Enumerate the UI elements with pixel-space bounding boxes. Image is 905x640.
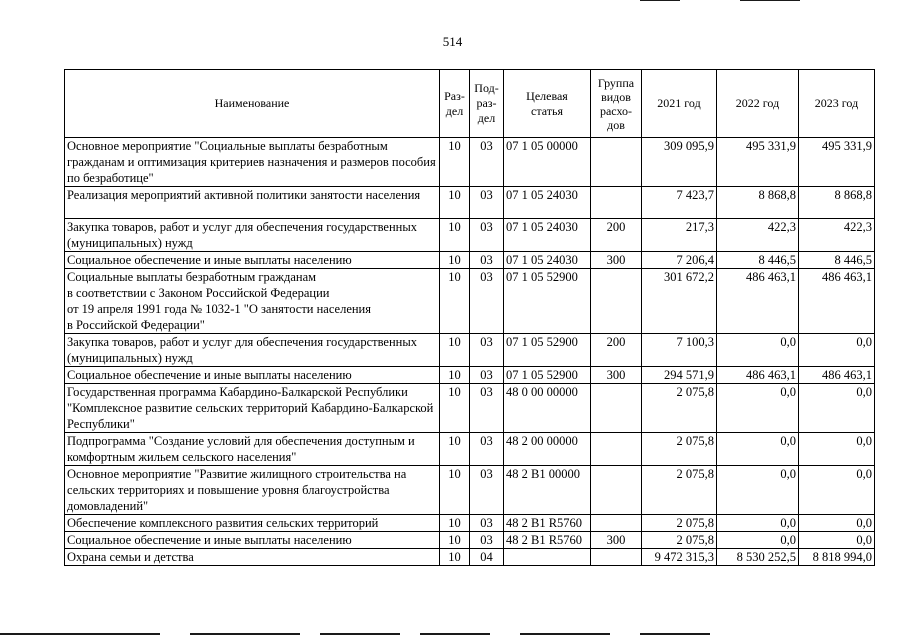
row-section: 10 <box>440 252 470 269</box>
row-section: 10 <box>440 367 470 384</box>
header-subsection: Под- раз- дел <box>470 70 504 138</box>
header-row <box>65 70 875 138</box>
table-row <box>65 334 875 367</box>
row-section: 10 <box>440 219 470 252</box>
row-value-2023: 486 463,1 <box>799 269 875 334</box>
budget-table <box>64 69 875 566</box>
row-value-2022: 8 868,8 <box>717 187 799 219</box>
row-target-article: 48 2 B1 00000 <box>504 466 591 515</box>
header-2022: 2022 год <box>717 70 799 138</box>
row-expense-group <box>591 549 642 566</box>
row-expense-group <box>591 269 642 334</box>
header-name: Наименование <box>65 70 440 138</box>
row-subsection: 03 <box>470 252 504 269</box>
row-value-2023: 0,0 <box>799 334 875 367</box>
row-subsection: 03 <box>470 433 504 466</box>
row-expense-group: 300 <box>591 252 642 269</box>
table-row <box>65 466 875 515</box>
row-section: 10 <box>440 466 470 515</box>
row-value-2023: 0,0 <box>799 433 875 466</box>
scan-artifact-line <box>0 633 160 635</box>
row-name: Основное мероприятие "Развитие жилищного строительства на сельских территориях и повышение уровня благоустройства домовладений" <box>65 466 440 515</box>
row-target-article: 07 1 05 52900 <box>504 269 591 334</box>
row-name: Социальные выплаты безработным гражданам в соответствии с Законом Российской Федерации от 19 апреля 1991 года № 1032-1 "О занятости населения в Российской Федерации" <box>65 269 440 334</box>
row-target-article: 48 0 00 00000 <box>504 384 591 433</box>
table-row <box>65 384 875 433</box>
row-value-2022: 8 530 252,5 <box>717 549 799 566</box>
row-subsection: 03 <box>470 334 504 367</box>
row-expense-group <box>591 515 642 532</box>
row-subsection: 03 <box>470 269 504 334</box>
row-value-2023: 8 868,8 <box>799 187 875 219</box>
row-target-article: 07 1 05 52900 <box>504 334 591 367</box>
row-value-2023: 422,3 <box>799 219 875 252</box>
row-value-2021: 7 206,4 <box>642 252 717 269</box>
row-name: Основное мероприятие "Социальные выплаты безработным гражданам и оптимизация критериев назначения и размеров пособия по безработице" <box>65 138 440 187</box>
row-value-2023: 0,0 <box>799 384 875 433</box>
row-expense-group: 200 <box>591 334 642 367</box>
scan-artifact-line <box>190 633 300 635</box>
row-value-2021: 294 571,9 <box>642 367 717 384</box>
scan-artifact-line <box>740 0 800 1</box>
row-expense-group: 300 <box>591 367 642 384</box>
scan-artifact-line <box>320 633 400 635</box>
row-subsection: 03 <box>470 138 504 187</box>
table-row <box>65 187 875 219</box>
table-row <box>65 532 875 549</box>
row-value-2021: 9 472 315,3 <box>642 549 717 566</box>
row-name: Государственная программа Кабардино-Балкарской Республики "Комплексное развитие сельских территорий Кабардино-Балкарской Республики" <box>65 384 440 433</box>
row-expense-group <box>591 466 642 515</box>
row-value-2022: 0,0 <box>717 433 799 466</box>
row-target-article: 07 1 05 24030 <box>504 187 591 219</box>
row-name: Подпрограмма "Создание условий для обеспечения доступным и комфортным жильем сельского населения" <box>65 433 440 466</box>
row-value-2023: 0,0 <box>799 466 875 515</box>
row-section: 10 <box>440 384 470 433</box>
table-row <box>65 549 875 566</box>
row-subsection: 03 <box>470 466 504 515</box>
row-expense-group <box>591 433 642 466</box>
row-expense-group <box>591 187 642 219</box>
row-value-2021: 2 075,8 <box>642 515 717 532</box>
row-name: Закупка товаров, работ и услуг для обеспечения государственных (муниципальных) нужд <box>65 219 440 252</box>
row-value-2021: 309 095,9 <box>642 138 717 187</box>
row-section: 10 <box>440 549 470 566</box>
row-target-article: 07 1 05 24030 <box>504 252 591 269</box>
row-value-2021: 2 075,8 <box>642 433 717 466</box>
row-value-2023: 8 818 994,0 <box>799 549 875 566</box>
header-section: Раз- дел <box>440 70 470 138</box>
row-section: 10 <box>440 532 470 549</box>
row-value-2022: 8 446,5 <box>717 252 799 269</box>
row-value-2022: 486 463,1 <box>717 367 799 384</box>
table-row <box>65 269 875 334</box>
header-2023: 2023 год <box>799 70 875 138</box>
row-target-article <box>504 549 591 566</box>
table-row <box>65 219 875 252</box>
header-target: Целевая статья <box>504 70 591 138</box>
page-number: 514 <box>442 34 463 49</box>
row-name: Социальное обеспечение и иные выплаты населению <box>65 532 440 549</box>
row-value-2021: 7 100,3 <box>642 334 717 367</box>
row-subsection: 03 <box>470 367 504 384</box>
row-value-2023: 0,0 <box>799 515 875 532</box>
row-section: 10 <box>440 433 470 466</box>
row-value-2022: 495 331,9 <box>717 138 799 187</box>
row-subsection: 03 <box>470 532 504 549</box>
row-value-2021: 7 423,7 <box>642 187 717 219</box>
row-section: 10 <box>440 269 470 334</box>
row-expense-group: 200 <box>591 219 642 252</box>
table-row <box>65 433 875 466</box>
row-value-2022: 0,0 <box>717 334 799 367</box>
row-section: 10 <box>440 334 470 367</box>
row-value-2022: 422,3 <box>717 219 799 252</box>
scan-artifact-line <box>520 633 610 635</box>
row-name: Социальное обеспечение и иные выплаты населению <box>65 367 440 384</box>
row-value-2022: 0,0 <box>717 515 799 532</box>
row-target-article: 07 1 05 00000 <box>504 138 591 187</box>
row-value-2023: 495 331,9 <box>799 138 875 187</box>
header-2021: 2021 год <box>642 70 717 138</box>
row-value-2021: 2 075,8 <box>642 384 717 433</box>
row-value-2021: 217,3 <box>642 219 717 252</box>
table-row <box>65 252 875 269</box>
row-subsection: 04 <box>470 549 504 566</box>
row-target-article: 48 2 00 00000 <box>504 433 591 466</box>
row-subsection: 03 <box>470 384 504 433</box>
row-expense-group <box>591 384 642 433</box>
row-section: 10 <box>440 138 470 187</box>
row-name: Реализация мероприятий активной политики занятости населения <box>65 187 440 219</box>
scan-artifact-line <box>640 0 680 1</box>
row-subsection: 03 <box>470 515 504 532</box>
row-value-2022: 486 463,1 <box>717 269 799 334</box>
row-target-article: 07 1 05 24030 <box>504 219 591 252</box>
row-expense-group <box>591 138 642 187</box>
row-target-article: 07 1 05 52900 <box>504 367 591 384</box>
row-name: Обеспечение комплексного развития сельских территорий <box>65 515 440 532</box>
row-value-2022: 0,0 <box>717 384 799 433</box>
row-value-2023: 0,0 <box>799 532 875 549</box>
header-expense-group: Группа видов расхо- дов <box>591 70 642 138</box>
row-section: 10 <box>440 187 470 219</box>
row-value-2021: 2 075,8 <box>642 466 717 515</box>
row-name: Социальное обеспечение и иные выплаты населению <box>65 252 440 269</box>
table-row <box>65 515 875 532</box>
row-target-article: 48 2 B1 R5760 <box>504 532 591 549</box>
row-subsection: 03 <box>470 219 504 252</box>
table-row <box>65 138 875 187</box>
table-row <box>65 367 875 384</box>
row-expense-group: 300 <box>591 532 642 549</box>
row-value-2021: 2 075,8 <box>642 532 717 549</box>
row-section: 10 <box>440 515 470 532</box>
row-target-article: 48 2 B1 R5760 <box>504 515 591 532</box>
row-subsection: 03 <box>470 187 504 219</box>
row-value-2021: 301 672,2 <box>642 269 717 334</box>
row-name: Закупка товаров, работ и услуг для обеспечения государственных (муниципальных) нужд <box>65 334 440 367</box>
row-value-2023: 8 446,5 <box>799 252 875 269</box>
row-value-2022: 0,0 <box>717 532 799 549</box>
row-value-2022: 0,0 <box>717 466 799 515</box>
row-name: Охрана семьи и детства <box>65 549 440 566</box>
scan-artifact-line <box>640 633 710 635</box>
row-value-2023: 486 463,1 <box>799 367 875 384</box>
scan-artifact-line <box>420 633 490 635</box>
